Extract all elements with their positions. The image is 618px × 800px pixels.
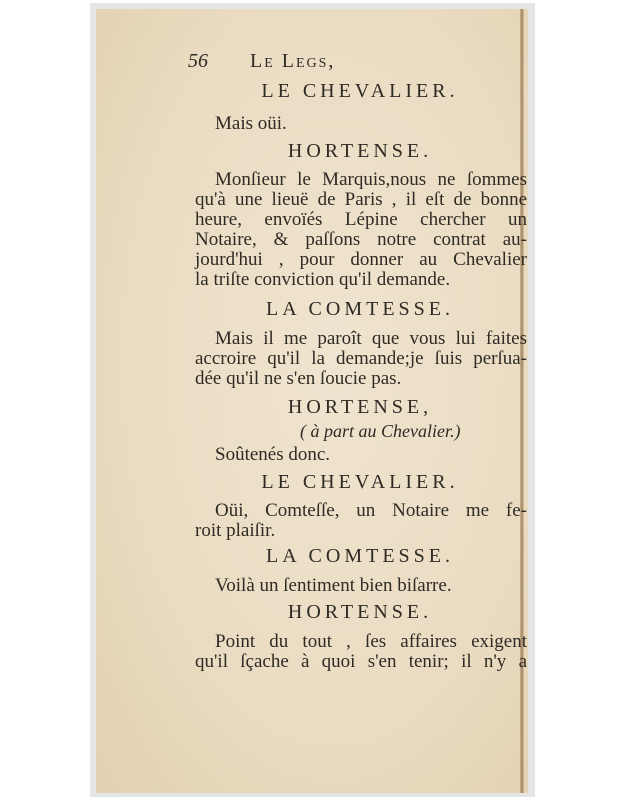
speaker-heading: LE CHEVALIER. bbox=[261, 80, 459, 102]
text-line: la triſte conviction qu'il demande. bbox=[195, 269, 451, 290]
text-line: heure, envoïés Lépine chercher un bbox=[195, 209, 527, 230]
text-line: dée qu'il ne s'en ſoucie pas. bbox=[195, 368, 402, 389]
page-number: 56 bbox=[188, 50, 208, 72]
speaker-heading: HORTENSE. bbox=[287, 140, 433, 162]
speaker-heading: LA COMTESSE. bbox=[265, 545, 455, 567]
text-line: Voilà un ſentiment bien biſarre. bbox=[215, 575, 452, 596]
text-line: Oüi, Comteſſe, un Notaire me fe- bbox=[215, 500, 527, 521]
text-line: Mais oüi. bbox=[215, 113, 287, 134]
speaker-heading: HORTENSE. bbox=[287, 601, 433, 623]
running-title: Le Legs, bbox=[250, 50, 336, 72]
speaker-heading: LE CHEVALIER. bbox=[261, 471, 459, 493]
speaker-heading: LA COMTESSE. bbox=[265, 298, 455, 320]
speaker-heading: HORTENSE, bbox=[287, 396, 433, 418]
text-line: roit plaiſir. bbox=[195, 520, 276, 541]
text-line: jourd'hui , pour donner au Chevalier bbox=[195, 249, 527, 270]
text-line: Notaire, & paſſons notre contrat au- bbox=[195, 229, 527, 250]
text-line: qu'il ſçache à quoi s'en tenir; il n'y a bbox=[195, 651, 527, 672]
stage-direction: ( à part au Chevalier.) bbox=[300, 421, 461, 441]
text-line: Soûtenés donc. bbox=[215, 444, 331, 465]
text-line: Point du tout , ſes affaires exigent bbox=[215, 631, 527, 652]
text-line: qu'à une lieuë de Paris , il eſt de bonne bbox=[195, 189, 527, 210]
text-line: Monſieur le Marquis,nous ne ſommes bbox=[215, 169, 527, 190]
text-line: accroire qu'il la demande;je ſuis perſua- bbox=[195, 348, 527, 369]
text-line: Mais il me paroît que vous lui faites bbox=[215, 328, 527, 349]
